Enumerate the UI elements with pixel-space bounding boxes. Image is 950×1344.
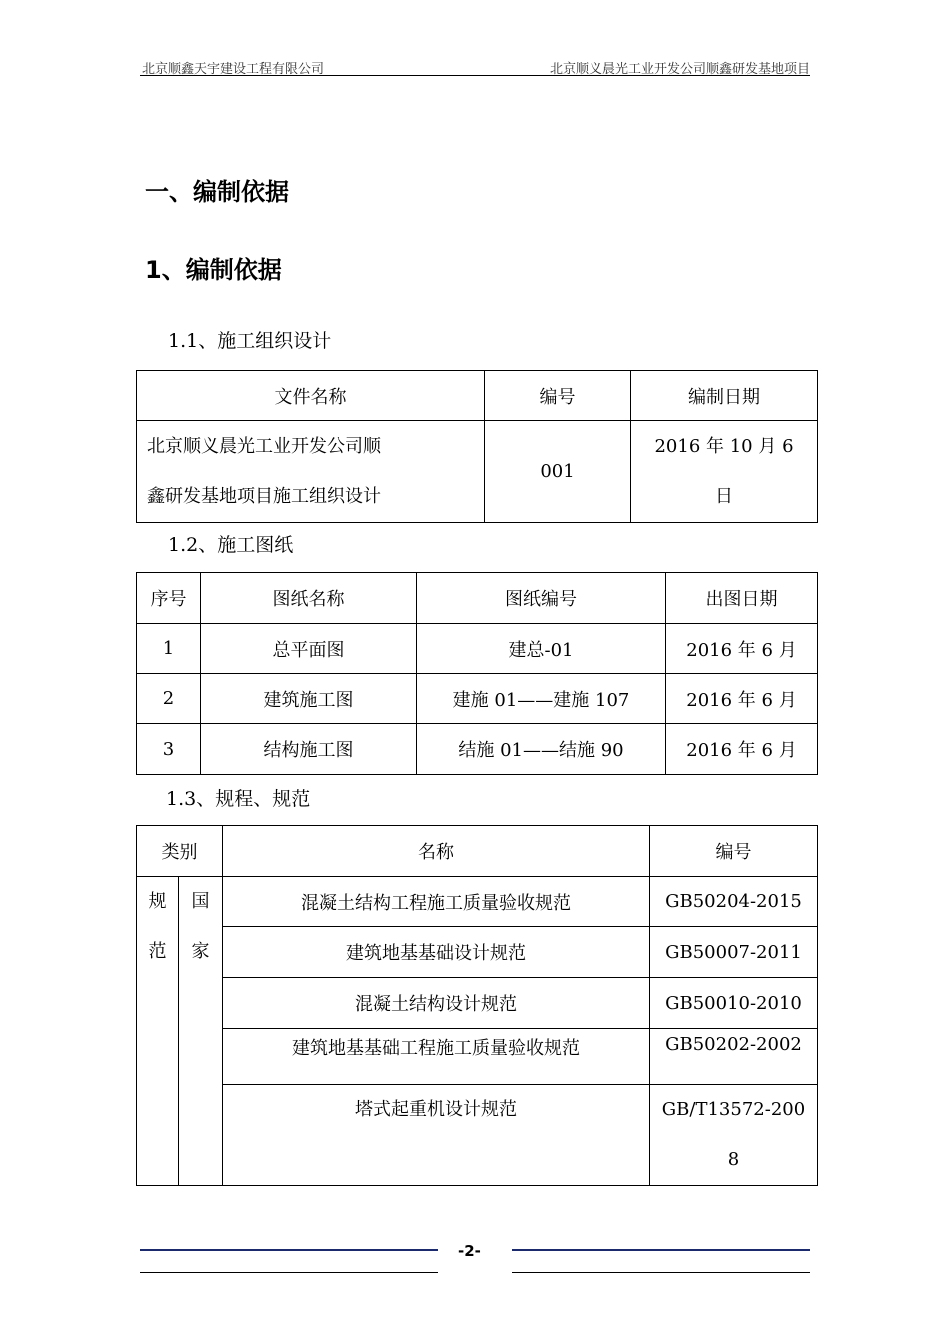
s2-row-name: 建筑施工图 <box>201 674 417 724</box>
s2-row-code: 建施 01——建施 107 <box>417 674 666 724</box>
s3-category-national <box>179 877 223 1186</box>
table-row <box>137 724 818 775</box>
s1-header-code: 编号 <box>485 371 631 421</box>
s1-name-line1: 北京顺义晨光工业开发公司顺 <box>147 435 381 457</box>
s3-row-name: 混凝土结构设计规范 <box>223 978 650 1029</box>
header-project: 北京顺义晨光工业开发公司顺鑫研发基地项目 <box>549 62 810 77</box>
s1-table <box>136 370 818 523</box>
table-row <box>137 624 818 674</box>
s3-table <box>136 825 818 1186</box>
s2-header-name: 图纸名称 <box>201 573 417 624</box>
s1-row-date <box>631 421 818 523</box>
table-row <box>137 978 818 1029</box>
s2-header-no: 序号 <box>137 573 201 624</box>
s2-header-code: 图纸编号 <box>417 573 666 624</box>
s3-cat2-line2: 家 <box>191 941 210 962</box>
s3-header-code: 编号 <box>650 826 818 877</box>
s3-row-code: GB50007-2011 <box>650 927 818 978</box>
header-company: 北京顺鑫天宇建设工程有限公司 <box>142 62 325 77</box>
footer-line-right-2 <box>512 1272 810 1273</box>
s3-row-code <box>650 1085 818 1186</box>
s2-row-name: 总平面图 <box>201 624 417 674</box>
s2-row-date: 2016 年 6 月 <box>666 674 818 724</box>
s3-row-name: 建筑地基基础工程施工质量验收规范 <box>223 1029 650 1085</box>
table-row <box>137 1029 818 1085</box>
table-row <box>137 1085 818 1186</box>
s3-row-name: 塔式起重机设计规范 <box>223 1085 650 1186</box>
footer-line-left-2 <box>140 1272 438 1273</box>
s3-row-code: GB50204-2015 <box>650 877 818 927</box>
s2-row-code: 建总-01 <box>417 624 666 674</box>
s1-date-line2: 日 <box>715 485 733 507</box>
s3-cat1-line1: 规 <box>148 891 167 912</box>
section-title: 一、编制依据 <box>145 178 289 206</box>
s3-header-name: 名称 <box>223 826 650 877</box>
s2-row-date: 2016 年 6 月 <box>666 624 818 674</box>
page-number: -2- <box>458 1242 481 1260</box>
s1-row-name <box>137 421 485 523</box>
subsection-title: 1、编制依据 <box>145 256 282 284</box>
s1-header-date: 编制日期 <box>631 371 818 421</box>
s3-code-line1: GB/T13572-200 <box>661 1099 806 1120</box>
footer-line-right <box>512 1249 810 1251</box>
s2-title: 1.2、施工图纸 <box>168 534 294 556</box>
header-divider <box>140 75 810 76</box>
s3-row-code: GB50010-2010 <box>650 978 818 1029</box>
s2-row-code: 结施 01——结施 90 <box>417 724 666 775</box>
s1-row-code: 001 <box>485 421 631 523</box>
s2-row-no: 3 <box>137 724 201 775</box>
s1-title: 1.1、施工组织设计 <box>168 330 332 352</box>
s1-date-line1: 2016 年 10 月 6 <box>654 435 794 457</box>
s3-row-code: GB50202-2002 <box>650 1029 818 1085</box>
s3-category-regulation <box>137 877 179 1186</box>
s3-row-name: 建筑地基基础设计规范 <box>223 927 650 978</box>
s2-row-date: 2016 年 6 月 <box>666 724 818 775</box>
s2-row-no: 2 <box>137 674 201 724</box>
table-row <box>137 674 818 724</box>
s3-header-category: 类别 <box>137 826 223 877</box>
s1-name-line2: 鑫研发基地项目施工组织设计 <box>147 485 381 507</box>
s3-code-line2: 8 <box>727 1149 740 1170</box>
table-row <box>137 877 818 927</box>
s3-row-name: 混凝土结构工程施工质量验收规范 <box>223 877 650 927</box>
s1-header-name: 文件名称 <box>137 371 485 421</box>
s2-table <box>136 572 818 775</box>
s3-cat1-line2: 范 <box>148 941 167 962</box>
s2-row-name: 结构施工图 <box>201 724 417 775</box>
s2-header-date: 出图日期 <box>666 573 818 624</box>
s3-title: 1.3、规程、规范 <box>166 788 311 810</box>
s2-row-no: 1 <box>137 624 201 674</box>
footer-line-left <box>140 1249 438 1251</box>
table-row <box>137 927 818 978</box>
s3-cat2-line1: 国 <box>191 891 210 912</box>
